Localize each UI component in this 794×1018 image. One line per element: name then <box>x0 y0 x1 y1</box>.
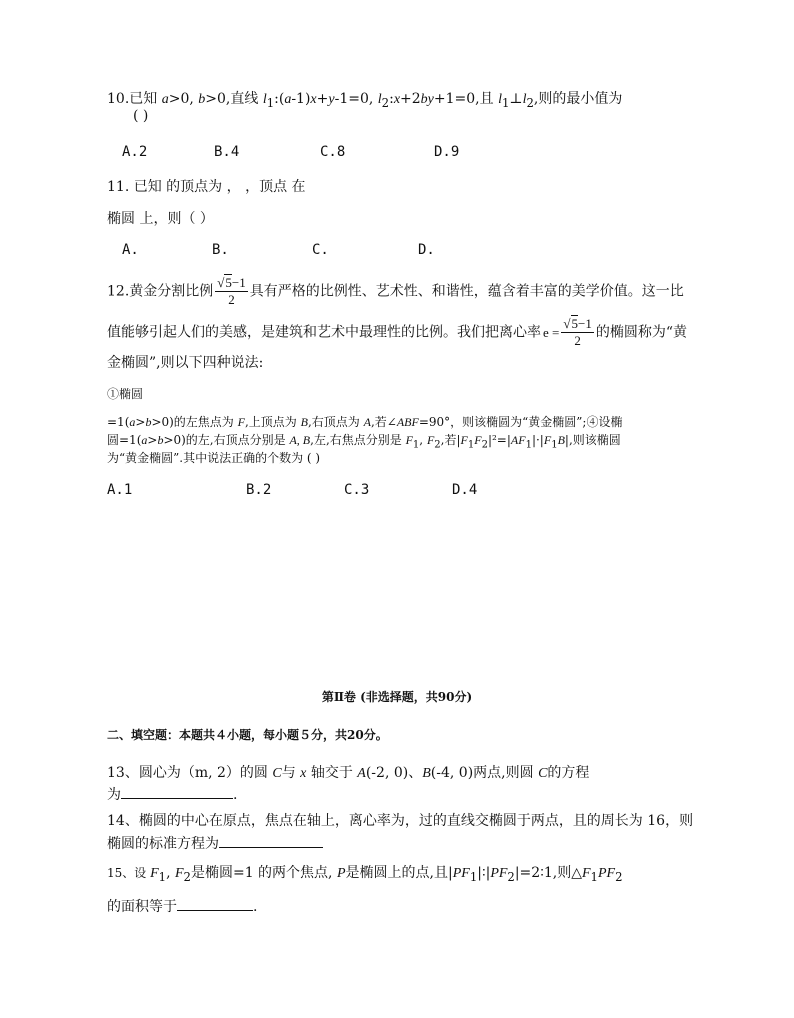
var-b: b <box>420 92 428 107</box>
q12-line3: 金椭圆”,则以下四种说法: <box>107 355 264 371</box>
text: +1=0,且 <box>433 91 499 107</box>
q12-small-line2: 圆=1(a>b>0)的左,右顶点分别是 A, B,左,右焦点分别是 $F_1$, $F_2$,若$|F_1F_2|^2=|AF_1|\cdot|F_1B|$,则该椭圆 <box>107 433 621 451</box>
var-a: a <box>161 92 169 107</box>
subscript: 2 <box>526 95 534 110</box>
golden-ratio-fraction: $\frac{√5-1}{2}$ <box>217 275 246 307</box>
answer-blank[interactable] <box>219 831 323 848</box>
var-x: x <box>393 92 401 107</box>
q12-option-c[interactable]: C.3 <box>344 482 370 498</box>
q15-line1: 15、设 $F_1$, $F_2$是椭圆=1 的两个焦点, P是椭圆上的点,且$|PF_1|∶|PF_2|=2∶1$,则$\triangle F_1PF_2$ <box>107 865 623 884</box>
subscript: 1 <box>501 95 510 110</box>
text: : <box>389 91 394 107</box>
text: 具有严格的比例性、艺术性、和谐性，蕴含着丰富的美学价值。这一比 <box>249 283 684 300</box>
q10-option-b[interactable]: B.4 <box>214 144 240 160</box>
var-x: x <box>310 92 317 107</box>
text: >0, <box>168 91 199 107</box>
text: 10.已知 <box>107 91 162 107</box>
q12-small-line1: =1(a>b>0)的左焦点为 F,上顶点为 B,右顶点为 A,若∠ABF=90°，则该椭圆为“黄金椭圆”;④设椭 <box>107 415 623 429</box>
subscript: 2 <box>381 95 390 110</box>
eccentricity-fraction: $\frac{√5-1}{2}$ <box>563 316 592 348</box>
q11-option-d[interactable]: D. <box>418 242 435 258</box>
q10-answer-paren: ( ) <box>133 108 149 124</box>
q12-item1: ①椭圆 <box>107 387 144 401</box>
q13-line2: 为 . <box>107 782 237 804</box>
q10-line <box>107 88 622 110</box>
q12-small-line3: 为“黄金椭圆”.其中说法正确的个数为 ( ) <box>107 451 321 465</box>
q10-option-a[interactable]: A.2 <box>122 144 148 160</box>
text: >0,直线 <box>205 91 263 107</box>
part2-title: 第Ⅱ卷 (非选择题，共90分) <box>321 690 473 704</box>
text: +2 <box>400 91 421 107</box>
var-b: b <box>198 92 206 107</box>
perp-symbol: ⊥ <box>509 91 523 107</box>
q12-option-a[interactable]: A.1 <box>107 482 133 498</box>
var-l: l <box>498 92 502 107</box>
q11-option-a[interactable]: A. <box>122 242 139 258</box>
q11-option-b[interactable]: B. <box>212 242 229 258</box>
var-l: l <box>262 92 267 107</box>
text: + <box>316 91 329 107</box>
answer-blank[interactable] <box>121 782 233 799</box>
text: 值能够引起人们的美感，是建筑和艺术中最理性的比例。我们把离心率 <box>107 324 541 341</box>
fill-in-heading: 二、填空题：本题共４小题，每小题５分，共20分。 <box>107 728 388 742</box>
q15-line2: 的面积等于 . <box>107 894 257 916</box>
eccentricity-label: e = <box>543 324 560 340</box>
text: -1) <box>291 91 311 107</box>
text: :( <box>274 91 285 107</box>
text: ,则的最小值为 <box>533 91 623 107</box>
q10-option-c[interactable]: C.8 <box>320 144 346 160</box>
q12-option-d[interactable]: D.4 <box>452 482 478 498</box>
text: 的椭圆称为“黄 <box>595 324 688 341</box>
q12-line1 <box>107 275 684 308</box>
q12-option-b[interactable]: B.2 <box>246 482 272 498</box>
q13-line1: 13、圆心为（m, 2）的圆 C与 x 轴交于 A(-2, 0)、B(-4, 0)两点,则圆 C的方程 <box>107 765 590 781</box>
var-y: y <box>328 92 335 107</box>
subscript: 1 <box>266 95 275 110</box>
var-l: l <box>377 92 382 107</box>
var-y: y <box>427 92 434 107</box>
var-l: l <box>522 92 527 107</box>
q10-option-d[interactable]: D.9 <box>434 144 460 160</box>
q14-line1: 14、椭圆的中心在原点，焦点在轴上，离心率为，过的直线交椭圆于两点，且的周长为 16，则 <box>107 813 694 829</box>
var-a: a <box>284 92 292 107</box>
text: -1=0, <box>334 91 378 107</box>
q14-line2: 椭圆的标准方程为 <box>107 831 323 853</box>
q11-line2: 椭圆 上，则（ ） <box>107 211 214 227</box>
q11-option-c[interactable]: C. <box>312 242 329 258</box>
q12-line2 <box>107 316 687 349</box>
answer-blank[interactable] <box>177 894 253 911</box>
q11-line1: 11. 已知 的顶点为 ， ，顶点 在 <box>107 179 306 195</box>
text: 12.黄金分割比例 <box>107 283 214 300</box>
